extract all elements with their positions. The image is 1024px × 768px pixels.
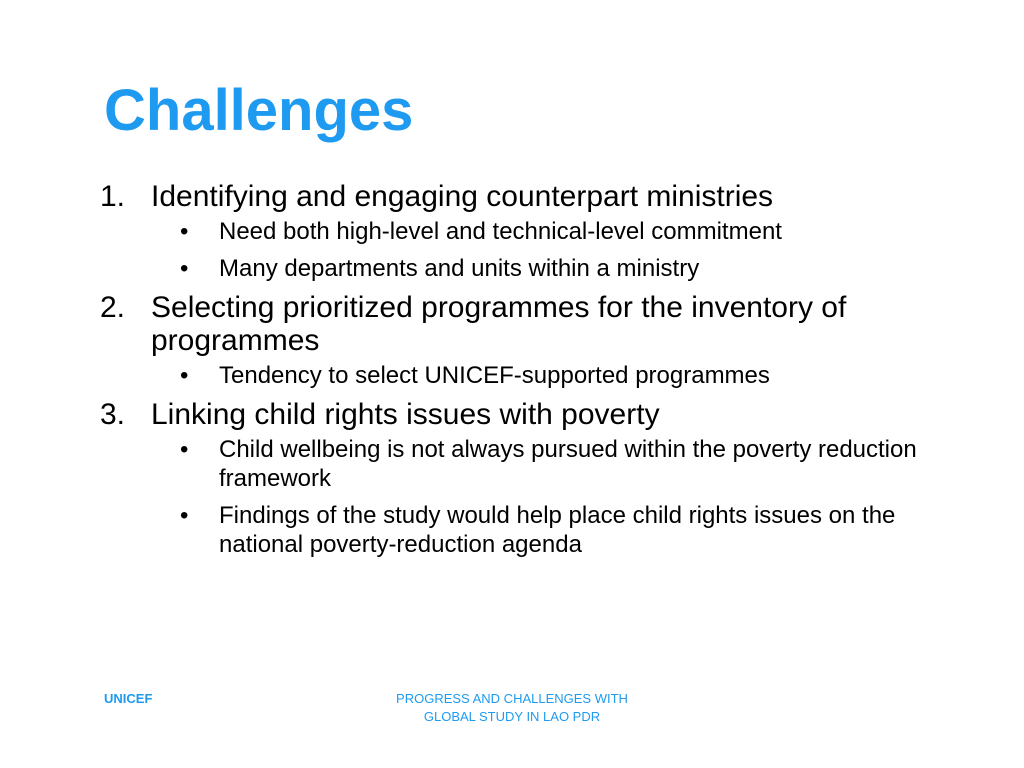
- sub-item-text: Tendency to select UNICEF-supported programmes: [219, 362, 770, 389]
- sub-item: [168, 361, 940, 390]
- sub-item-text: Many departments and units within a ministry: [219, 255, 700, 282]
- sub-item-text: Findings of the study would help place child rights issues on the national poverty-reduction agenda: [219, 502, 896, 558]
- challenge-list: [100, 180, 940, 567]
- bullet-icon: •: [180, 255, 189, 282]
- list-item: [100, 398, 940, 431]
- list-item: [100, 180, 940, 213]
- sub-item-text: Child wellbeing is not always pursued within the poverty reduction framework: [219, 436, 917, 492]
- sub-item: [168, 435, 940, 493]
- list-item: [100, 291, 940, 357]
- sub-item: [168, 501, 940, 559]
- footer-caption-line: GLOBAL STUDY IN LAO PDR: [423, 709, 601, 724]
- item-text: Identifying and engaging counterpart ministries: [151, 180, 774, 213]
- footer-caption-line: PROGRESS AND CHALLENGES WITH: [396, 691, 628, 706]
- footer-org: UNICEF: [104, 691, 153, 706]
- sub-item: [168, 217, 940, 246]
- item-number: 2.: [100, 291, 126, 324]
- bullet-icon: •: [180, 362, 189, 389]
- sub-list: [100, 361, 940, 390]
- footer-caption: [362, 690, 662, 726]
- item-number: 1.: [100, 180, 126, 213]
- sub-list: [100, 435, 940, 559]
- item-text: Selecting prioritized programmes for the inventory of programmes: [151, 291, 847, 357]
- item-number: 3.: [100, 398, 126, 431]
- sub-item: [168, 254, 940, 283]
- bullet-icon: •: [180, 502, 189, 529]
- item-text: Linking child rights issues with poverty: [151, 398, 660, 431]
- sub-item-text: Need both high-level and technical-level commitment: [219, 218, 782, 245]
- sub-list: [100, 217, 940, 283]
- bullet-icon: •: [180, 436, 189, 463]
- bullet-icon: •: [180, 218, 189, 245]
- slide-title: Challenges: [104, 78, 414, 143]
